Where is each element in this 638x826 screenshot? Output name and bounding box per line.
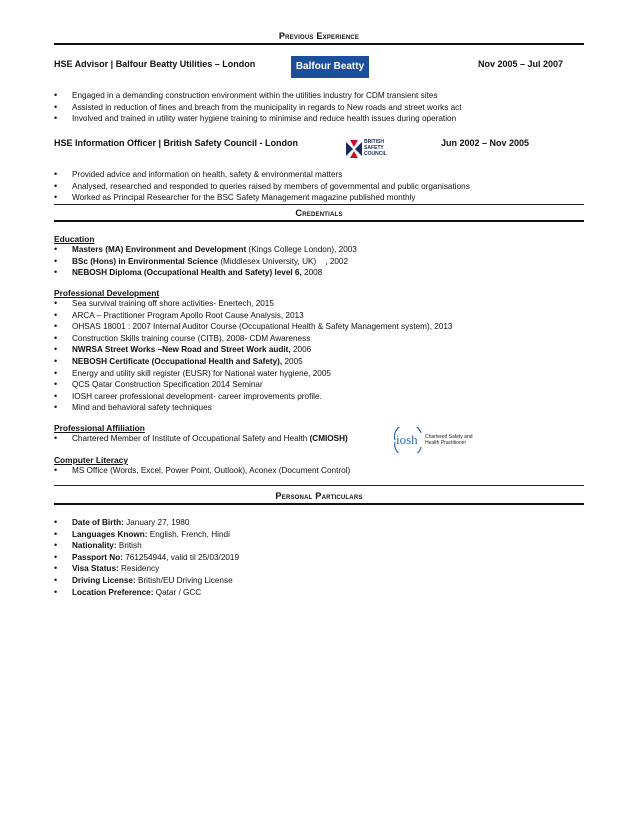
job-dates-1: Nov 2005 – Jul 2007: [478, 59, 564, 69]
bsc-emblem-icon: [344, 138, 364, 160]
job-2-duties: [54, 169, 470, 204]
section-divider: [54, 485, 584, 486]
iosh-logo-line: Chartered Safety and: [425, 434, 473, 440]
section-divider: [54, 43, 584, 45]
list-item: • Chartered Member of Institute of Occupational Safety and Health (CMIOSH): [54, 433, 348, 445]
affiliation-heading: Professional Affiliation: [54, 423, 145, 433]
list-item: • Visa Status: Residency: [54, 563, 239, 575]
list-item: • Analysed, researched and responded to queries raised by members of governmental and public organisations: [54, 181, 470, 193]
list-item: • Energy and utility skill register (EUSR) for National water hygiene, 2005: [54, 368, 452, 380]
list-item: • Languages Known: English, French, Hindi: [54, 529, 239, 541]
list-item: • Involved and trained in utility water hygiene training to minimise and reduce health issues during operation: [54, 113, 462, 125]
affiliation-list: [54, 433, 348, 445]
list-item: • Driving License: British/EU Driving License: [54, 575, 239, 587]
bsc-logo-line: BRITISH: [364, 139, 384, 145]
job-1-duties: [54, 90, 462, 125]
job-dates-2: Jun 2002 – Nov 2005: [441, 138, 530, 148]
professional-development-list: [54, 298, 452, 414]
list-item: • Provided advice and information on health, safety & environmental matters: [54, 169, 470, 181]
list-item: • Engaged in a demanding construction environment within the utilities industry for CDM transient sites: [54, 90, 462, 102]
list-item: • NEBOSH Diploma (Occupational Health and Safety) level 6, 2008: [54, 267, 357, 279]
list-item: • MS Office (Words, Excel, Power Point, Outlook), Aconex (Document Control): [54, 465, 350, 477]
iosh-logo-line: Health Practitioner: [425, 440, 467, 446]
list-item: • Sea survival training off shore activities- Enertech, 2015: [54, 298, 452, 310]
section-heading-credentials: Credentials: [295, 208, 343, 218]
education-heading: Education: [54, 234, 95, 244]
iosh-logo: [391, 427, 483, 453]
list-item: • Location Preference: Qatar / GCC: [54, 587, 239, 599]
iosh-wordmark: iosh: [396, 432, 418, 447]
list-item: • IOSH career professional development- career improvements profile.: [54, 391, 452, 403]
education-list: [54, 244, 357, 279]
bsc-logo-line: SAFETY: [364, 145, 384, 151]
section-heading-personal: Personal Particulars: [275, 491, 363, 501]
list-item: • Mind and behavioral safety techniques: [54, 402, 452, 414]
section-divider: [54, 503, 584, 505]
section-heading-experience: Previous Experience: [278, 31, 360, 41]
list-item: • Passport No: 761254944, valid til 25/03/2019: [54, 552, 239, 564]
job-title-2: HSE Information Officer | British Safety Council - London: [54, 138, 299, 148]
list-item: • Construction Skills training course (CITB), 2008- CDM Awareness: [54, 333, 452, 345]
personal-list: [54, 517, 239, 598]
list-item: • NEBOSH Certificate (Occupational Health and Safety), 2005: [54, 356, 452, 368]
list-item: • BSc (Hons) in Environmental Science (Middlesex University, UK) , 2002: [54, 256, 357, 268]
section-divider: [54, 204, 584, 205]
professional-development-heading: Professional Development: [54, 288, 160, 298]
job-title-1: HSE Advisor | Balfour Beatty Utilities – London: [54, 59, 256, 69]
british-safety-council-logo: [344, 138, 404, 160]
list-item: • Assisted in reduction of fines and breach from the municipality in regards to New roads and street works act: [54, 102, 462, 114]
balfour-beatty-logo: Balfour Beatty: [291, 56, 369, 78]
list-item: • QCS Qatar Construction Specification 2014 Seminar: [54, 379, 452, 391]
computer-literacy-heading: Computer Literacy: [54, 455, 128, 465]
list-item: • Worked as Principal Researcher for the BSC Safety Management magazine published monthly: [54, 192, 470, 204]
list-item: • Date of Birth: January 27, 1980: [54, 517, 239, 529]
section-divider: [54, 220, 584, 222]
list-item: • Nationality: British: [54, 540, 239, 552]
list-item: • OHSAS 18001 : 2007 Internal Auditor Course (Occupational Health & Safety Management system), 2013: [54, 321, 452, 333]
list-item: • Masters (MA) Environment and Development (Kings College London), 2003: [54, 244, 357, 256]
list-item: • NWRSA Street Works –New Road and Street Work audit, 2006: [54, 344, 452, 356]
list-item: • ARCA – Practitioner Program Apollo Root Cause Analysis, 2013: [54, 310, 452, 322]
bsc-logo-line: COUNCIL: [364, 151, 387, 157]
computer-literacy-list: [54, 465, 350, 477]
